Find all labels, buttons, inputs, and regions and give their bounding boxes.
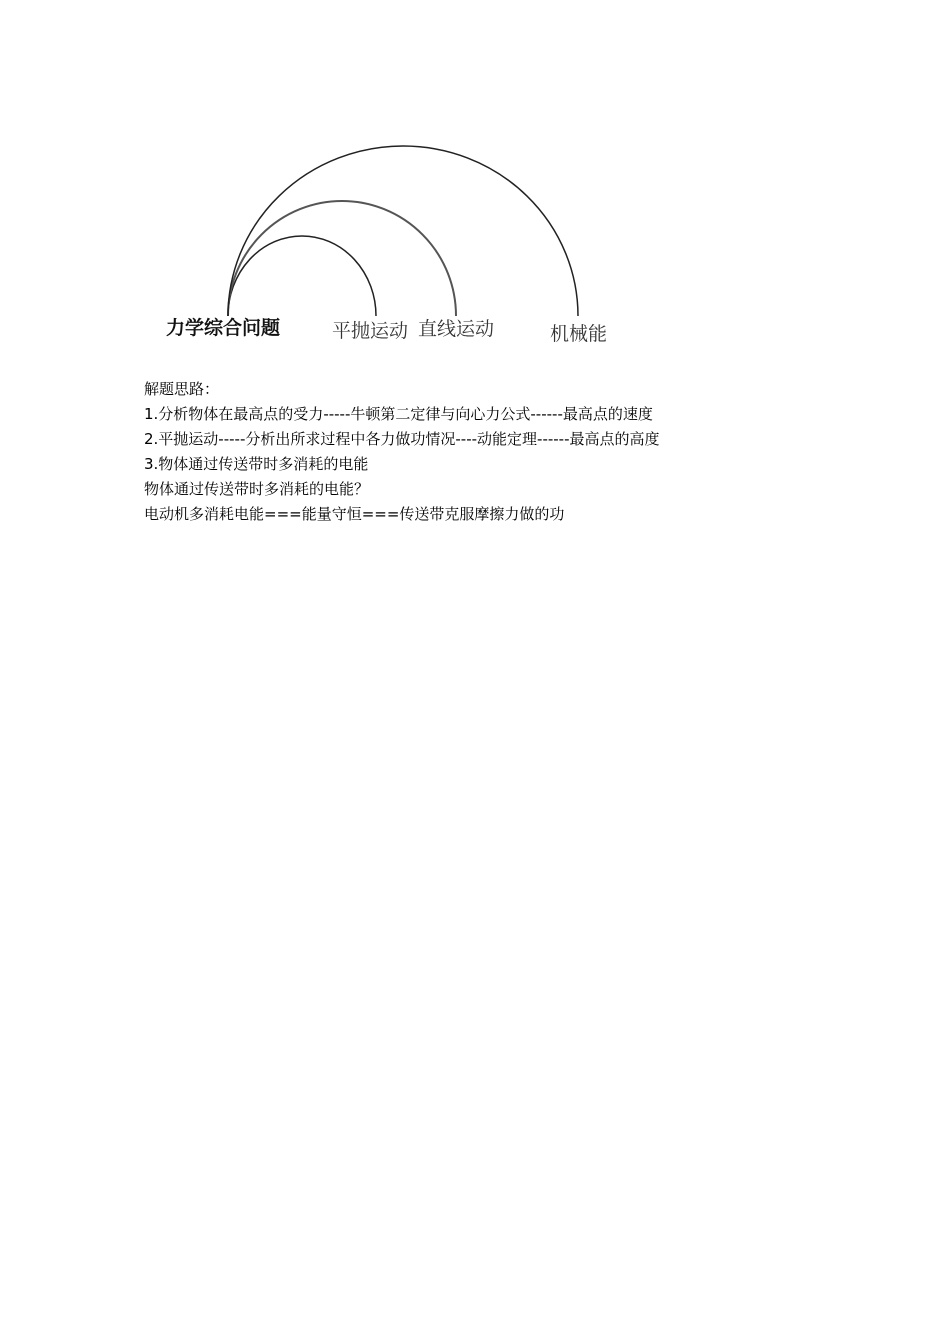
solution-heading: 解题思路： (144, 380, 220, 398)
answer-line: 电动机多消耗电能===能量守恒===传送带克服摩擦力做的功 (144, 505, 565, 523)
arc-to-jixieneng (228, 146, 578, 316)
concept-arc-diagram (0, 0, 950, 380)
question-line: 物体通过传送带时多消耗的电能？ (144, 480, 370, 498)
diagram-label-zhixian: 直线运动 (418, 318, 495, 340)
diagram-main-label: 力学综合问题 (166, 317, 281, 339)
solution-text (144, 377, 844, 527)
diagram-label-jixieneng: 机械能 (550, 323, 608, 345)
step-2: 2.平抛运动-----分析出所求过程中各力做功情况----动能定理------最高点的高度 (144, 430, 660, 448)
step-3: 3.物体通过传送带时多消耗的电能 (144, 455, 369, 473)
arc-to-zhixian (228, 201, 456, 316)
step-1: 1.分析物体在最高点的受力-----牛顿第二定律与向心力公式------最高点的速度 (144, 405, 653, 423)
diagram-label-pingpao: 平抛运动 (332, 320, 409, 342)
